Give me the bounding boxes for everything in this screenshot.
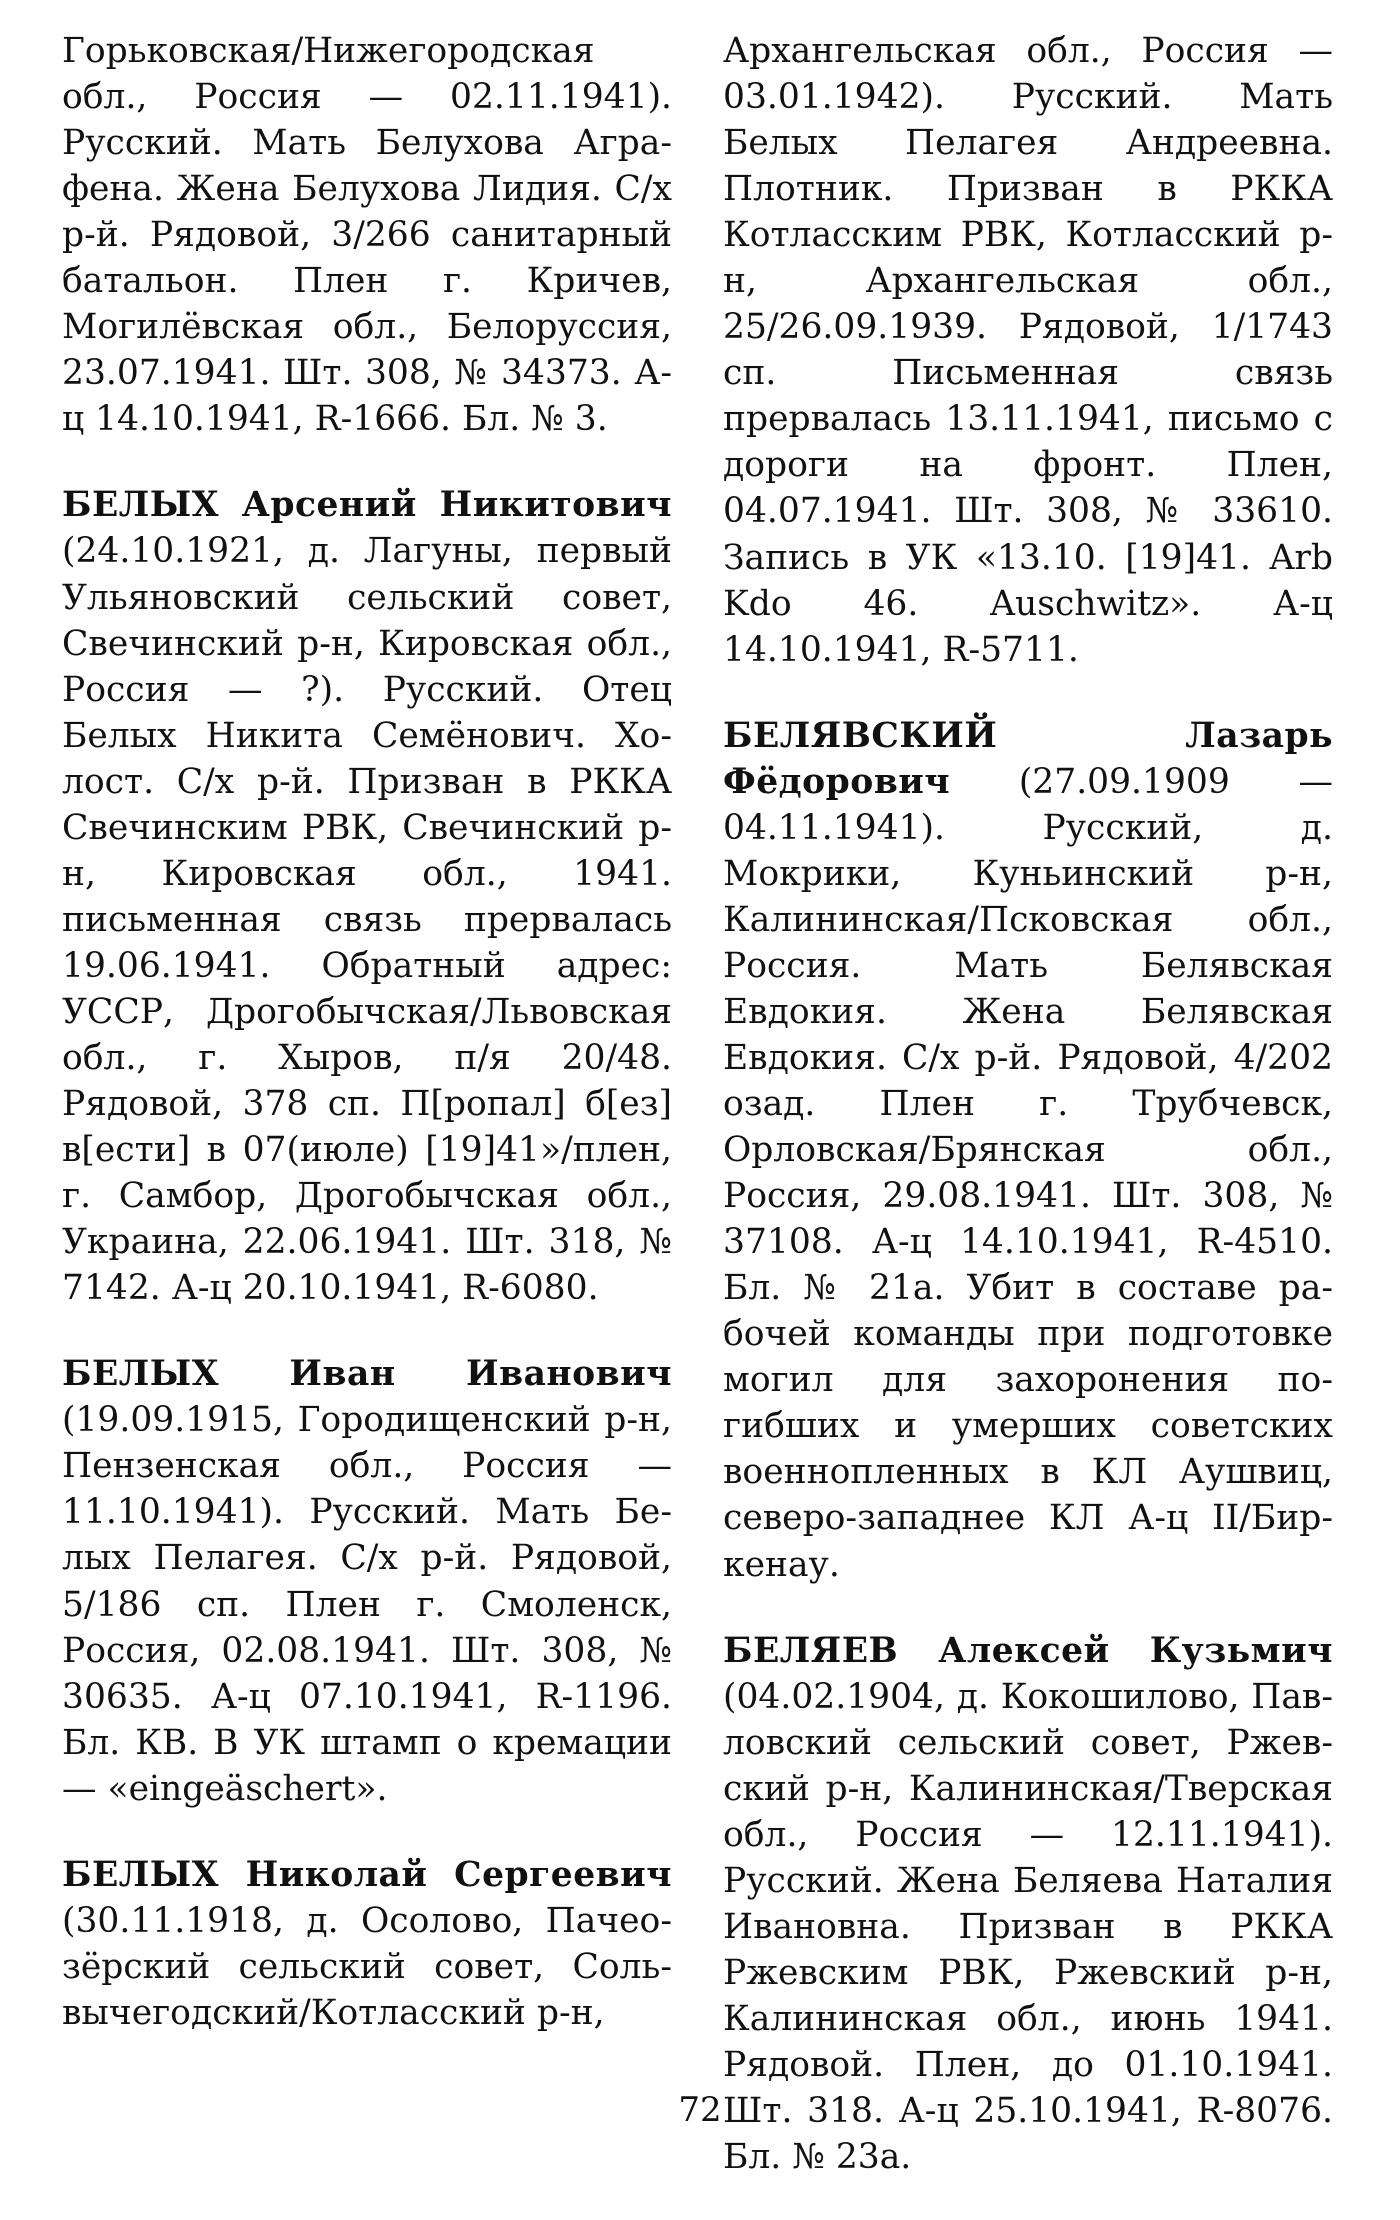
- left-column: [62, 28, 672, 2076]
- entry-name: БЕЛЫХ Арсений Никитович: [62, 485, 672, 526]
- entry-belykh-arseniy: [62, 482, 672, 1311]
- entry-belykh-ivan: [62, 1351, 672, 1811]
- entry-name: БЕЛЯЕВ Алексей Кузьмич: [723, 1630, 1333, 1671]
- entry-text: (04.02.1904, д. Кокошилово, Павловский сельский совет, Ржевский р-н, Калининская/Тверская обл., Россия — 12.11.1941). Русский. Жена Беляева Наталия Ивановна. Призван в РККА Ржевским РВК, Ржевский р-н, Калининская обл., июнь 1941. Рядовой. Плен, до 01.10.1941. Шт. 318. А-ц 25.10.1941, R-8076. Бл. № 23а.: [723, 1676, 1333, 2178]
- entry-text: Горьковская/Нижегородская обл., Россия — 02.11.1941). Русский. Мать Белухова Аграфена. Жена Белухова Лидия. С/х р-й. Рядовой, 3/266 санитарный батальон. Плен г. Кричев, Могилёвская обл., Белоруссия, 23.07.1941. Шт. 308, № 34373. А-ц 14.10.1941, R-1666. Бл. № 3.: [62, 31, 672, 440]
- right-column: [723, 28, 1333, 2220]
- entry-text: (24.10.1921, д. Лагуны, первый Ульяновский сельский совет, Свечинский р-н, Кировская обл., Россия — ?). Русский. Отец Белых Никита Семёнович. Холост. С/х р-й. Призван в РККА Свечинским РВК, Свечинский р-н, Кировская обл., 1941. письменная связь прервалась 19.06.1941. Обратный адрес: УССР, Дрогобычская/Львовская обл., г. Хыров, п/я 20/48. Рядовой, 378 сп. П[ропал] б[ез] в[ести] в 07(июле) [19]41»/плен, г. Самбор, Дрогобычская обл., Украина, 22.06.1941. Шт. 318, № 7142. А-ц 20.10.1941, R-6080.: [62, 531, 672, 1309]
- page-number: 72: [678, 2090, 722, 2130]
- entry-name: БЕЛЯВСКИЙ Лазарь Фёдорович: [723, 715, 1333, 802]
- entry-name: БЕЛЫХ Николай Сергеевич: [62, 1854, 672, 1895]
- entry-belykh-nikolay: [62, 1852, 672, 2036]
- entry-name: БЕЛЫХ Иван Иванович: [62, 1354, 672, 1395]
- entry-continuation: [62, 28, 672, 442]
- entry-text: (27.09.1909 — 04.11.1941). Русский, д. Мокрики, Куньинский р-н, Калининская/Псковская обл., Россия. Мать Белявская Евдокия. Жена Белявская Евдокия. С/х р-й. Рядовой, 4/202 озад. Плен г. Трубчевск, Орловская/Брянская обл., Россия, 29.08.1941. Шт. 308, № 37108. А-ц 14.10.1941, R-4510. Бл. № 21а. Убит в составе рабочей команды при подготовке могил для захоронения погибших и умерших советских военнопленных в КЛ Аушвиц, северо-западнее КЛ А-ц II/Биркенау.: [723, 761, 1333, 1585]
- entry-continuation: [723, 28, 1333, 673]
- entry-text: Архангельская обл., Россия — 03.01.1942). Русский. Мать Белых Пелагея Андреевна. Плотник. Призван в РККА Котласским РВК, Котласский р-н, Архангельская обл., 25/26.09.1939. Рядовой, 1/1743 сп. Письменная связь прервалась 13.11.1941, письмо с дороги на фронт. Плен, 04.07.1941. Шт. 308, № 33610. Запись в УК «13.10. [19]41. Arb Kdo 46. Auschwitz». А-ц 14.10.1941, R-5711.: [723, 31, 1333, 670]
- entry-text: (19.09.1915, Городищенский р-н, Пензенская обл., Россия — 11.10.1941). Русский. Мать Белых Пелагея. С/х р-й. Рядовой, 5/186 сп. Плен г. Смоленск, Россия, 02.08.1941. Шт. 308, № 30635. А-ц 07.10.1941, R-1196. Бл. КВ. В УК штамп о кремации — «eingeäschert».: [62, 1400, 672, 1809]
- entry-belyavskiy-lazar: [723, 713, 1333, 1588]
- entry-text: (30.11.1918, д. Осолово, Пачеозёрский сельский совет, Сольвычегодский/Котласский р-н,: [62, 1900, 672, 2033]
